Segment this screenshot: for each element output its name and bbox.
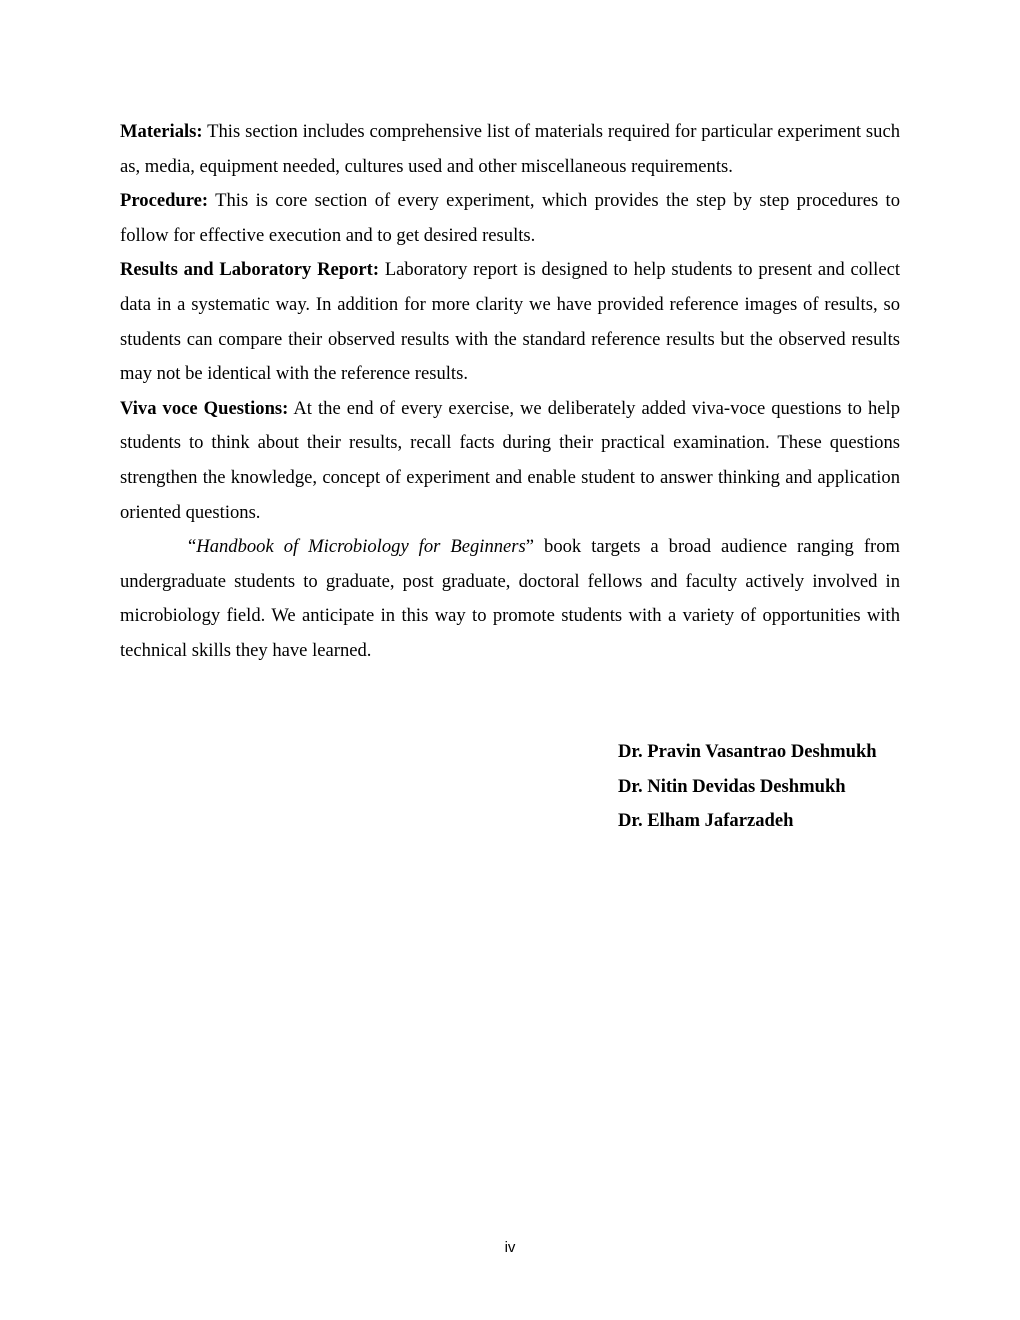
page-content: [120, 115, 900, 669]
closing-paragraph: [120, 530, 900, 668]
open-quote: “: [188, 536, 197, 558]
viva-body: At the end of every exercise, we deliberately added viva-voce questions to help students to think about their results, recall facts during their practical examination. These questions strengthen the knowledge, concept of experiment and enable student to answer thinking and application oriented questions.: [120, 397, 900, 523]
author-signatures: [618, 735, 877, 839]
author-name: Dr. Nitin Devidas Deshmukh: [618, 775, 846, 797]
results-body: Laboratory report is designed to help students to present and collect data in a systematic way. In addition for more clarity we have provided reference images of results, so students can compare their observed results with the standard reference results but the observed results may not be identical with the reference results.: [120, 259, 900, 385]
viva-paragraph: [120, 392, 900, 530]
book-title: Handbook of Microbiology for Beginners: [196, 536, 526, 558]
author-name: Dr. Elham Jafarzadeh: [618, 810, 794, 832]
close-quote: ”: [525, 536, 535, 558]
procedure-heading: Procedure:: [120, 190, 209, 212]
page-number: iv: [504, 1239, 516, 1256]
closing-body: book targets a broad audience ranging from undergraduate students to graduate, post graduate, doctoral fellows and faculty actively involved in microbiology field. We anticipate in this way to promote students with a variety of opportunities with technical skills they have learned.: [120, 536, 900, 661]
materials-heading: Materials:: [120, 121, 203, 142]
results-paragraph: [120, 253, 900, 391]
results-heading: Results and Laboratory Report:: [120, 259, 380, 281]
procedure-paragraph: [120, 184, 900, 253]
materials-body: This section includes comprehensive list of materials required for particular experiment such as, media, equipment needed, cultures used and other miscellaneous requirements.: [120, 121, 900, 177]
viva-heading: Viva voce Questions:: [120, 397, 289, 419]
procedure-body: This is core section of every experiment, which provides the step by step procedures to follow for effective execution and to get desired results.: [120, 190, 901, 246]
materials-paragraph: [120, 115, 900, 184]
author-name: Dr. Pravin Vasantrao Deshmukh: [618, 741, 877, 762]
